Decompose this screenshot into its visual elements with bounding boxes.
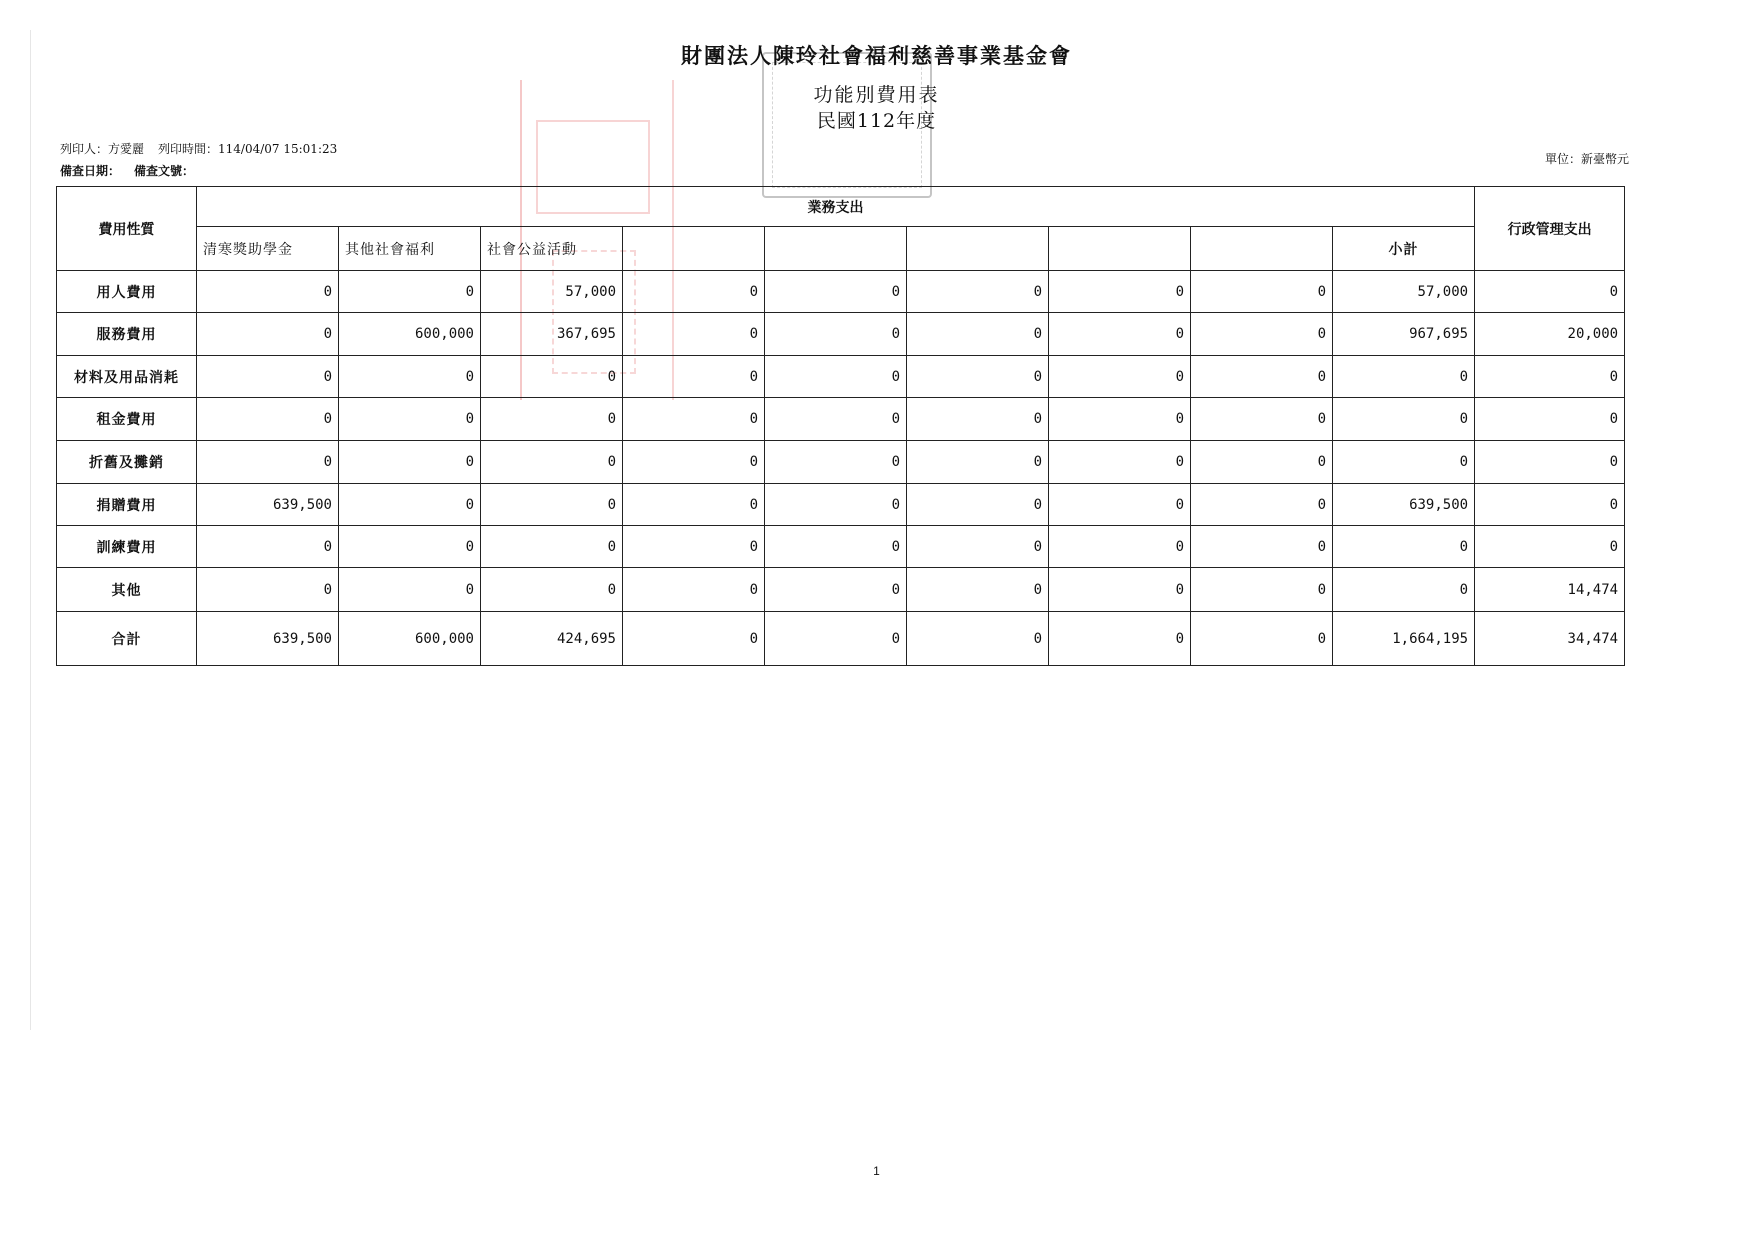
table-cell: 0 xyxy=(481,398,623,441)
column-header: 社會公益活動 xyxy=(481,227,623,271)
page-number: 1 xyxy=(873,1164,880,1178)
row-label: 用人費用 xyxy=(57,271,197,313)
table-cell: 0 xyxy=(907,271,1049,313)
row-label: 服務費用 xyxy=(57,313,197,356)
table-cell: 0 xyxy=(197,356,339,398)
table-cell: 0 xyxy=(765,568,907,612)
table-cell: 0 xyxy=(339,526,481,568)
table-cell: 0 xyxy=(907,441,1049,484)
functional-expense-table xyxy=(56,186,1625,666)
table-row xyxy=(57,398,1625,441)
table-cell: 0 xyxy=(765,484,907,526)
report-period: 民國112年度 xyxy=(816,110,937,132)
table-cell: 0 xyxy=(197,568,339,612)
table-cell: 639,500 xyxy=(197,484,339,526)
table-cell: 0 xyxy=(481,356,623,398)
table-cell: 0 xyxy=(339,271,481,313)
subtotal-header: 小計 xyxy=(1333,227,1475,271)
table-cell: 0 xyxy=(1333,568,1475,612)
column-header: 清寒獎助學金 xyxy=(197,227,339,271)
table-cell: 0 xyxy=(1191,441,1333,484)
table-cell: 0 xyxy=(765,271,907,313)
table-cell: 367,695 xyxy=(481,313,623,356)
business-expense-header: 業務支出 xyxy=(197,187,1475,227)
unit-label: 單位：新臺幣元 xyxy=(1544,152,1629,166)
column-header xyxy=(765,227,907,271)
total-row xyxy=(57,612,1625,666)
table-cell: 0 xyxy=(1333,441,1475,484)
table-cell: 0 xyxy=(1049,526,1191,568)
table-cell: 0 xyxy=(765,313,907,356)
table-cell: 0 xyxy=(623,271,765,313)
row-label: 材料及用品消耗 xyxy=(57,356,197,398)
table-cell: 57,000 xyxy=(1333,271,1475,313)
table-cell: 0 xyxy=(197,271,339,313)
table-cell: 0 xyxy=(623,313,765,356)
table-cell: 0 xyxy=(1191,568,1333,612)
row-label: 訓練費用 xyxy=(57,526,197,568)
column-header xyxy=(1049,227,1191,271)
table-cell: 0 xyxy=(1475,271,1625,313)
table-cell: 0 xyxy=(1475,484,1625,526)
table-cell: 14,474 xyxy=(1475,568,1625,612)
table-cell: 424,695 xyxy=(481,612,623,666)
table-cell: 639,500 xyxy=(197,612,339,666)
table-cell: 0 xyxy=(623,398,765,441)
table-row xyxy=(57,526,1625,568)
table-cell: 0 xyxy=(907,356,1049,398)
table-cell: 0 xyxy=(339,441,481,484)
check-doc-label: 備查文號： xyxy=(134,164,195,178)
print-time-label: 列印時間：114/04/07 15:01:23 xyxy=(158,142,338,156)
table-cell: 0 xyxy=(623,568,765,612)
table-cell: 0 xyxy=(907,398,1049,441)
table-cell: 0 xyxy=(765,441,907,484)
table-row xyxy=(57,568,1625,612)
column-header xyxy=(1191,227,1333,271)
table-cell: 0 xyxy=(1475,398,1625,441)
table-row xyxy=(57,441,1625,484)
table-cell: 0 xyxy=(1333,398,1475,441)
table-cell: 34,474 xyxy=(1475,612,1625,666)
table-cell: 0 xyxy=(623,484,765,526)
table-cell: 0 xyxy=(907,612,1049,666)
table-cell: 0 xyxy=(1333,356,1475,398)
table-cell: 0 xyxy=(197,398,339,441)
table-cell: 0 xyxy=(1191,612,1333,666)
table-cell: 0 xyxy=(1191,271,1333,313)
table-cell: 0 xyxy=(623,356,765,398)
table-cell: 600,000 xyxy=(339,612,481,666)
table-cell: 0 xyxy=(197,526,339,568)
table-row xyxy=(57,313,1625,356)
table-cell: 0 xyxy=(339,484,481,526)
table-cell: 0 xyxy=(907,484,1049,526)
table-cell: 0 xyxy=(1191,313,1333,356)
table-cell: 0 xyxy=(1191,398,1333,441)
table-cell: 0 xyxy=(765,398,907,441)
printer-label: 列印人：方愛麗 xyxy=(60,142,145,156)
table-cell: 0 xyxy=(1191,484,1333,526)
table-cell: 0 xyxy=(339,398,481,441)
table-cell: 0 xyxy=(1049,271,1191,313)
table-cell: 0 xyxy=(1475,356,1625,398)
table-cell: 0 xyxy=(623,526,765,568)
table-cell: 0 xyxy=(1191,356,1333,398)
page-edge xyxy=(30,30,31,1030)
table-cell: 0 xyxy=(623,441,765,484)
table-cell: 0 xyxy=(481,568,623,612)
table-cell: 0 xyxy=(197,441,339,484)
admin-expense-header: 行政管理支出 xyxy=(1475,187,1625,271)
table-cell: 1,664,195 xyxy=(1333,612,1475,666)
table-cell: 0 xyxy=(481,441,623,484)
column-header xyxy=(907,227,1049,271)
column-header xyxy=(623,227,765,271)
row-label: 其他 xyxy=(57,568,197,612)
table-row xyxy=(57,271,1625,313)
corner-header: 費用性質 xyxy=(57,187,197,271)
table-cell: 0 xyxy=(623,612,765,666)
row-label: 捐贈費用 xyxy=(57,484,197,526)
table-cell: 0 xyxy=(1475,441,1625,484)
table-cell: 0 xyxy=(1191,526,1333,568)
table-cell: 0 xyxy=(907,313,1049,356)
check-info xyxy=(60,162,194,179)
table-cell: 0 xyxy=(1049,356,1191,398)
table-cell: 0 xyxy=(481,484,623,526)
table-cell: 0 xyxy=(1049,612,1191,666)
table-cell: 0 xyxy=(481,526,623,568)
table-cell: 0 xyxy=(1475,526,1625,568)
table-cell: 0 xyxy=(907,526,1049,568)
check-date-label: 備查日期： xyxy=(60,164,121,178)
row-label: 合計 xyxy=(57,612,197,666)
table-cell: 20,000 xyxy=(1475,313,1625,356)
table-row xyxy=(57,484,1625,526)
table-cell: 0 xyxy=(907,568,1049,612)
table-cell: 0 xyxy=(1049,484,1191,526)
table-cell: 0 xyxy=(1049,398,1191,441)
table-cell: 0 xyxy=(197,313,339,356)
table-cell: 639,500 xyxy=(1333,484,1475,526)
table-cell: 0 xyxy=(1049,313,1191,356)
table-cell: 0 xyxy=(765,612,907,666)
report-title: 功能別費用表 xyxy=(813,84,940,106)
table-cell: 0 xyxy=(1049,568,1191,612)
row-label: 租金費用 xyxy=(57,398,197,441)
table-cell: 0 xyxy=(765,526,907,568)
table-cell: 0 xyxy=(1333,526,1475,568)
table-cell: 57,000 xyxy=(481,271,623,313)
column-header: 其他社會福利 xyxy=(339,227,481,271)
table-cell: 967,695 xyxy=(1333,313,1475,356)
table-cell: 0 xyxy=(339,568,481,612)
table-row xyxy=(57,356,1625,398)
table-cell: 0 xyxy=(339,356,481,398)
table-cell: 0 xyxy=(1049,441,1191,484)
table-cell: 0 xyxy=(765,356,907,398)
table-cell: 600,000 xyxy=(339,313,481,356)
print-info xyxy=(60,140,337,157)
row-label: 折舊及攤銷 xyxy=(57,441,197,484)
org-title: 財團法人陳玲社會福利慈善事業基金會 xyxy=(681,43,1072,68)
